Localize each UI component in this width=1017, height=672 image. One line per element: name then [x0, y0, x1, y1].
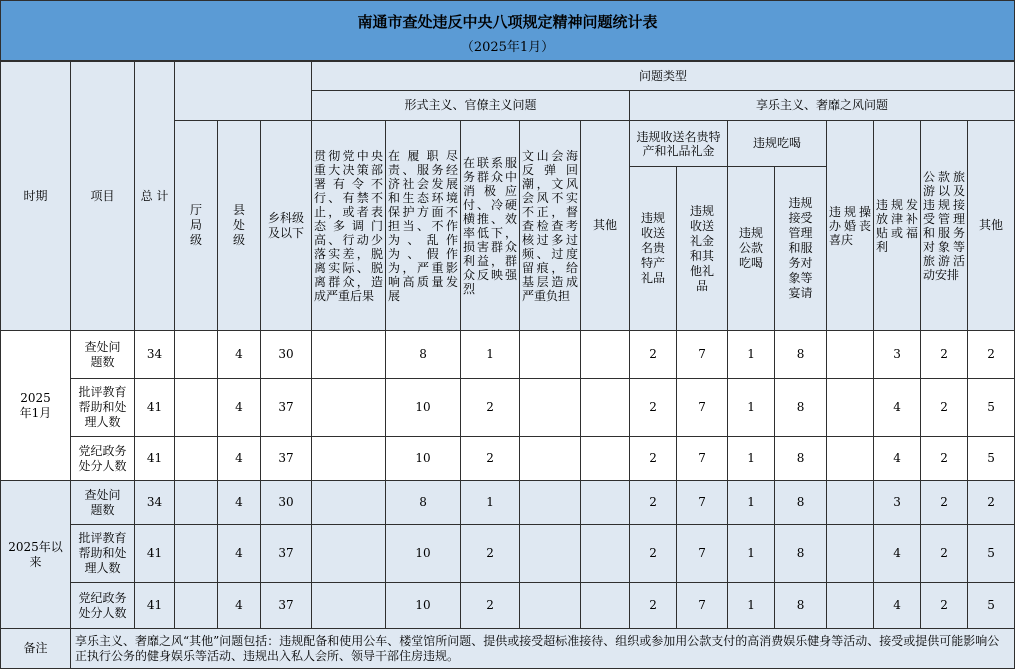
cell-g1: 2 — [630, 583, 677, 629]
cell-e1: 1 — [728, 379, 775, 437]
cell-g1: 2 — [630, 331, 677, 379]
row-item: 查处问题数 — [71, 481, 135, 525]
cell-xiang: 30 — [261, 481, 312, 525]
cell-total: 41 — [135, 379, 175, 437]
cell-xiang: 37 — [261, 525, 312, 583]
note-text: 享乐主义、奢靡之风“其他”问题包括：违规配备和使用公车、楼堂馆所问题、提供或接受超标准接待、组织或参加用公款支付的高消费娱乐健身等活动、接受或提供可能影响公正执行公务的健身娱乐等活动、违规出入私人会所、领导干部住房违规。 — [71, 629, 1015, 669]
cell-e2: 8 — [775, 583, 827, 629]
cell-o: 2 — [968, 331, 1015, 379]
cell-a: 4 — [874, 379, 921, 437]
row-item: 批评教育帮助和处理人数 — [71, 379, 135, 437]
cell-f3: 1 — [461, 331, 520, 379]
cell-f1 — [312, 583, 386, 629]
cell-f2: 10 — [386, 525, 461, 583]
cell-t: 2 — [921, 437, 968, 481]
header-blank — [175, 62, 312, 121]
cell-a: 3 — [874, 481, 921, 525]
note-label: 备注 — [1, 629, 71, 669]
cell-f4 — [520, 437, 581, 481]
cell-f3: 2 — [461, 525, 520, 583]
header-problem-type: 问题类型 — [312, 62, 1015, 91]
cell-xian: 4 — [218, 481, 261, 525]
cell-w — [827, 583, 874, 629]
cell-w — [827, 331, 874, 379]
header-period: 时期 — [1, 62, 71, 331]
cell-f2: 10 — [386, 379, 461, 437]
cell-xian: 4 — [218, 583, 261, 629]
stats-table — [0, 61, 1015, 669]
cell-f5 — [581, 379, 630, 437]
cell-e1: 1 — [728, 481, 775, 525]
cell-e1: 1 — [728, 583, 775, 629]
cell-f2: 10 — [386, 437, 461, 481]
cell-f3: 2 — [461, 583, 520, 629]
note-row — [1, 629, 1015, 669]
period-label: 2025年以来 — [1, 481, 71, 629]
cell-ting — [175, 583, 218, 629]
cell-f5 — [581, 331, 630, 379]
header-item: 项目 — [71, 62, 135, 331]
header-formalism-1: 贯彻党中央重大决策部署有令不行、有禁不止，或者表态多调门高、行动少落实差，脱离实际、脱离群众，造成严重后果 — [312, 121, 386, 331]
cell-f4 — [520, 525, 581, 583]
cell-f4 — [520, 481, 581, 525]
header-formalism-4: 文山会海反弹回潮，文风会风不实不正，督查检查考核过多过频、过度留痕，给基层造成严重负担 — [520, 121, 581, 331]
header-wedding: 违规操办婚丧喜庆 — [827, 121, 874, 331]
cell-a: 4 — [874, 583, 921, 629]
cell-xiang: 30 — [261, 331, 312, 379]
cell-t: 2 — [921, 331, 968, 379]
table-row — [1, 437, 1015, 481]
cell-f3: 1 — [461, 481, 520, 525]
cell-e2: 8 — [775, 331, 827, 379]
header-eat-2: 违规接受管理和服务对象等宴请 — [775, 167, 827, 331]
cell-f5 — [581, 481, 630, 525]
cell-g1: 2 — [630, 379, 677, 437]
cell-total: 34 — [135, 481, 175, 525]
cell-g2: 7 — [677, 437, 728, 481]
cell-g2: 7 — [677, 525, 728, 583]
header-travel: 公款旅游以及违规接受管理和服务对象等旅游活动安排 — [921, 121, 968, 331]
cell-xiang: 37 — [261, 437, 312, 481]
cell-f2: 8 — [386, 331, 461, 379]
cell-e1: 1 — [728, 331, 775, 379]
header-ting-ju: 厅局级 — [175, 121, 218, 331]
row-item: 查处问题数 — [71, 331, 135, 379]
cell-e2: 8 — [775, 437, 827, 481]
header-formalism-other: 其他 — [581, 121, 630, 331]
cell-ting — [175, 525, 218, 583]
cell-f2: 10 — [386, 583, 461, 629]
cell-f1 — [312, 379, 386, 437]
cell-xian: 4 — [218, 437, 261, 481]
cell-e1: 1 — [728, 437, 775, 481]
row-item: 党纪政务处分人数 — [71, 437, 135, 481]
header-total: 总 计 — [135, 62, 175, 331]
cell-e2: 8 — [775, 379, 827, 437]
cell-xian: 4 — [218, 525, 261, 583]
cell-ting — [175, 379, 218, 437]
cell-f1 — [312, 525, 386, 583]
cell-g2: 7 — [677, 331, 728, 379]
header-gift-group: 违规收送名贵特产和礼品礼金 — [630, 121, 728, 167]
cell-w — [827, 481, 874, 525]
cell-o: 2 — [968, 481, 1015, 525]
row-item: 批评教育帮助和处理人数 — [71, 525, 135, 583]
header-hedonism-other: 其他 — [968, 121, 1015, 331]
cell-o: 5 — [968, 525, 1015, 583]
cell-a: 4 — [874, 437, 921, 481]
header-xian-chu: 县处级 — [218, 121, 261, 331]
cell-t: 2 — [921, 379, 968, 437]
row-item: 党纪政务处分人数 — [71, 583, 135, 629]
table-title: 南通市查处违反中央八项规定精神问题统计表 — [357, 13, 658, 31]
table-subtitle: （2025年1月） — [460, 40, 555, 55]
cell-t: 2 — [921, 525, 968, 583]
cell-o: 5 — [968, 437, 1015, 481]
cell-f1 — [312, 437, 386, 481]
cell-f5 — [581, 525, 630, 583]
header-allowance: 违规发放津补贴或福利 — [874, 121, 921, 331]
cell-total: 41 — [135, 583, 175, 629]
cell-t: 2 — [921, 583, 968, 629]
cell-f1 — [312, 331, 386, 379]
cell-xiang: 37 — [261, 379, 312, 437]
header-gift-1: 违规收送名贵特产礼品 — [630, 167, 677, 331]
header-formalism-3: 在联系服务群众中消极应付、冷硬横推、效率低下，损害群众利益，群众反映强烈 — [461, 121, 520, 331]
cell-f5 — [581, 583, 630, 629]
cell-f1 — [312, 481, 386, 525]
cell-xiang: 37 — [261, 583, 312, 629]
cell-w — [827, 379, 874, 437]
cell-g1: 2 — [630, 481, 677, 525]
cell-f3: 2 — [461, 437, 520, 481]
cell-f4 — [520, 583, 581, 629]
cell-t: 2 — [921, 481, 968, 525]
cell-total: 34 — [135, 331, 175, 379]
cell-e2: 8 — [775, 525, 827, 583]
cell-w — [827, 525, 874, 583]
cell-f5 — [581, 437, 630, 481]
cell-g2: 7 — [677, 379, 728, 437]
cell-ting — [175, 481, 218, 525]
cell-a: 3 — [874, 331, 921, 379]
table-row — [1, 481, 1015, 525]
title-banner — [0, 0, 1015, 61]
cell-ting — [175, 331, 218, 379]
cell-e2: 8 — [775, 481, 827, 525]
cell-f3: 2 — [461, 379, 520, 437]
cell-xian: 4 — [218, 379, 261, 437]
table-row — [1, 331, 1015, 379]
period-label: 2025年1月 — [1, 331, 71, 481]
cell-g1: 2 — [630, 525, 677, 583]
table-row — [1, 379, 1015, 437]
cell-g1: 2 — [630, 437, 677, 481]
cell-w — [827, 437, 874, 481]
cell-g2: 7 — [677, 481, 728, 525]
cell-a: 4 — [874, 525, 921, 583]
cell-o: 5 — [968, 583, 1015, 629]
cell-g2: 7 — [677, 583, 728, 629]
cell-f4 — [520, 331, 581, 379]
table-row — [1, 583, 1015, 629]
table-row — [1, 525, 1015, 583]
cell-e1: 1 — [728, 525, 775, 583]
header-eat-group: 违规吃喝 — [728, 121, 827, 167]
cell-ting — [175, 437, 218, 481]
cell-f4 — [520, 379, 581, 437]
cell-f2: 8 — [386, 481, 461, 525]
header-formalism-2: 在履职尽责、服务经济社会发展和生态环境保护方面不担当、不作为、乱作为、假作为，严重影响高质量发展 — [386, 121, 461, 331]
cell-total: 41 — [135, 525, 175, 583]
cell-xian: 4 — [218, 331, 261, 379]
header-xiang-ke: 乡科级及以下 — [261, 121, 312, 331]
header-eat-1: 违规公款吃喝 — [728, 167, 775, 331]
cell-o: 5 — [968, 379, 1015, 437]
header-gift-2: 违规收送礼金和其他礼品 — [677, 167, 728, 331]
header-hedonism: 享乐主义、奢靡之风问题 — [630, 91, 1015, 121]
header-formalism: 形式主义、官僚主义问题 — [312, 91, 630, 121]
cell-total: 41 — [135, 437, 175, 481]
